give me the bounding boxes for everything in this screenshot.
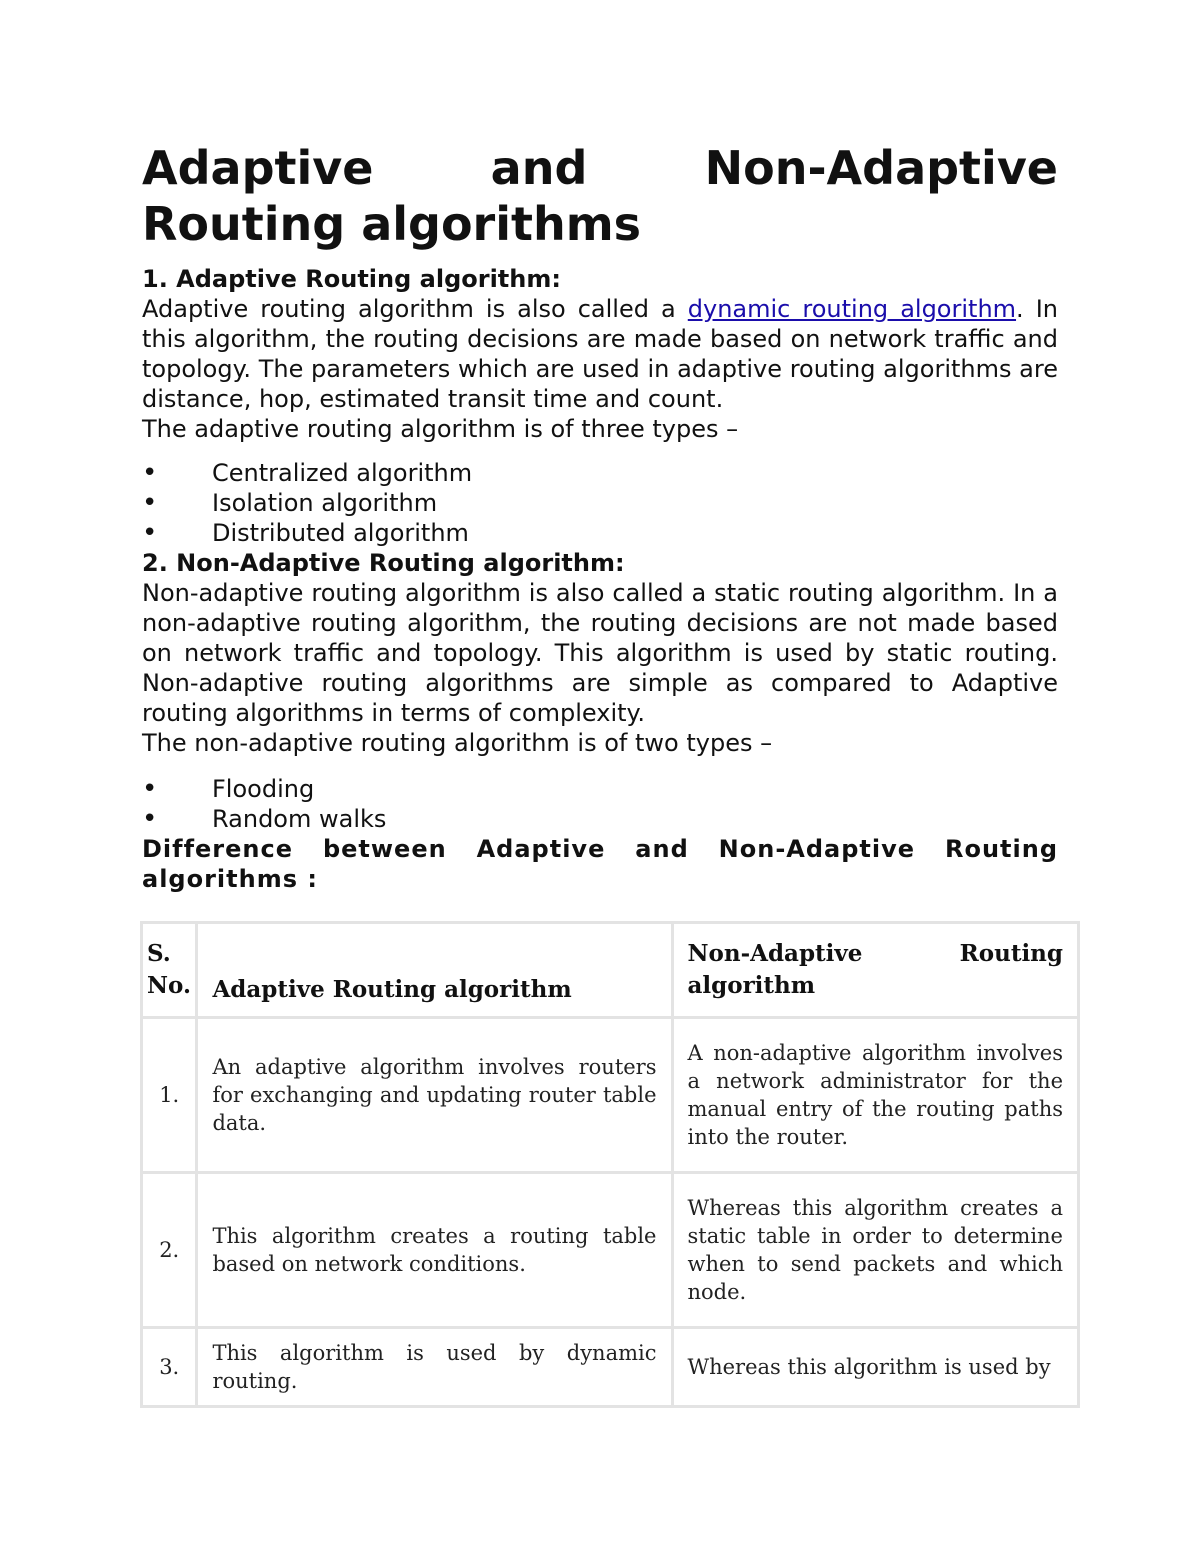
list-item: • Random walks — [142, 804, 1058, 834]
section-non-adaptive — [142, 548, 1058, 834]
cell-sno: 2. — [142, 1173, 197, 1328]
document-page — [142, 140, 1058, 894]
list-item: • Isolation algorithm — [142, 488, 1058, 518]
adaptive-para-end: . In this algorithm, the routing decisions are made based on network traffic and topology. The parameters which are used in adaptive routing algorithms are distance, hop, estimated transit time and count. — [142, 295, 1058, 413]
non-adaptive-types-intro: The non-adaptive routing algorithm is of two types – — [142, 729, 773, 757]
adaptive-types-list — [142, 458, 1058, 548]
list-item: • Centralized algorithm — [142, 458, 1058, 488]
list-item: • Distributed algorithm — [142, 518, 1058, 548]
header-non-adaptive: Non-Adaptive Routing algorithm — [672, 923, 1079, 1018]
non-adaptive-types-list — [142, 774, 1058, 834]
section-adaptive — [142, 264, 1058, 548]
list-item: • Flooding — [142, 774, 1058, 804]
table-row — [142, 1173, 1079, 1328]
comparison-table — [140, 921, 1080, 1408]
adaptive-para-start: Adaptive routing algorithm is also called a — [142, 295, 688, 323]
cell-adaptive: This algorithm is used by dynamic routing. — [197, 1328, 672, 1407]
section-heading-non-adaptive: 2. Non-Adaptive Routing algorithm: — [142, 549, 625, 577]
difference-heading: Difference between Adaptive and Non-Adaptive Routing algorithms : — [142, 835, 1058, 893]
adaptive-paragraph — [142, 294, 1058, 414]
cell-adaptive: An adaptive algorithm involves routers for exchanging and updating router table data. — [197, 1018, 672, 1173]
non-adaptive-paragraph: Non-adaptive routing algorithm is also called a static routing algorithm. In a non-adaptive routing algorithm, the routing decisions are not made based on network traffic and topology. This algorithm is used by static routing. Non-adaptive routing algorithms are simple as compared to Adaptive routing algorithms in terms of complexity. — [142, 579, 1058, 727]
cell-non-adaptive: Whereas this algorithm creates a static table in order to determine when to send packets and which node. — [672, 1173, 1079, 1328]
cell-sno: 1. — [142, 1018, 197, 1173]
cell-non-adaptive: A non-adaptive algorithm involves a network administrator for the manual entry of the routing paths into the router. — [672, 1018, 1079, 1173]
page-title: Adaptive and Non-Adaptive Routing algorithms — [142, 141, 1058, 251]
adaptive-types-intro: The adaptive routing algorithm is of three types – — [142, 415, 739, 443]
cell-adaptive: This algorithm creates a routing table based on network conditions. — [197, 1173, 672, 1328]
header-adaptive: Adaptive Routing algorithm — [197, 923, 672, 1018]
table-header-row — [142, 923, 1079, 1018]
header-sno: S. No. — [142, 923, 197, 1018]
table-row — [142, 1328, 1079, 1407]
cell-non-adaptive: Whereas this algorithm is used by — [672, 1328, 1079, 1407]
section-heading-adaptive: 1. Adaptive Routing algorithm: — [142, 265, 561, 293]
cell-sno: 3. — [142, 1328, 197, 1407]
table-row — [142, 1018, 1079, 1173]
dynamic-routing-link[interactable]: dynamic routing algorithm — [687, 295, 1017, 323]
